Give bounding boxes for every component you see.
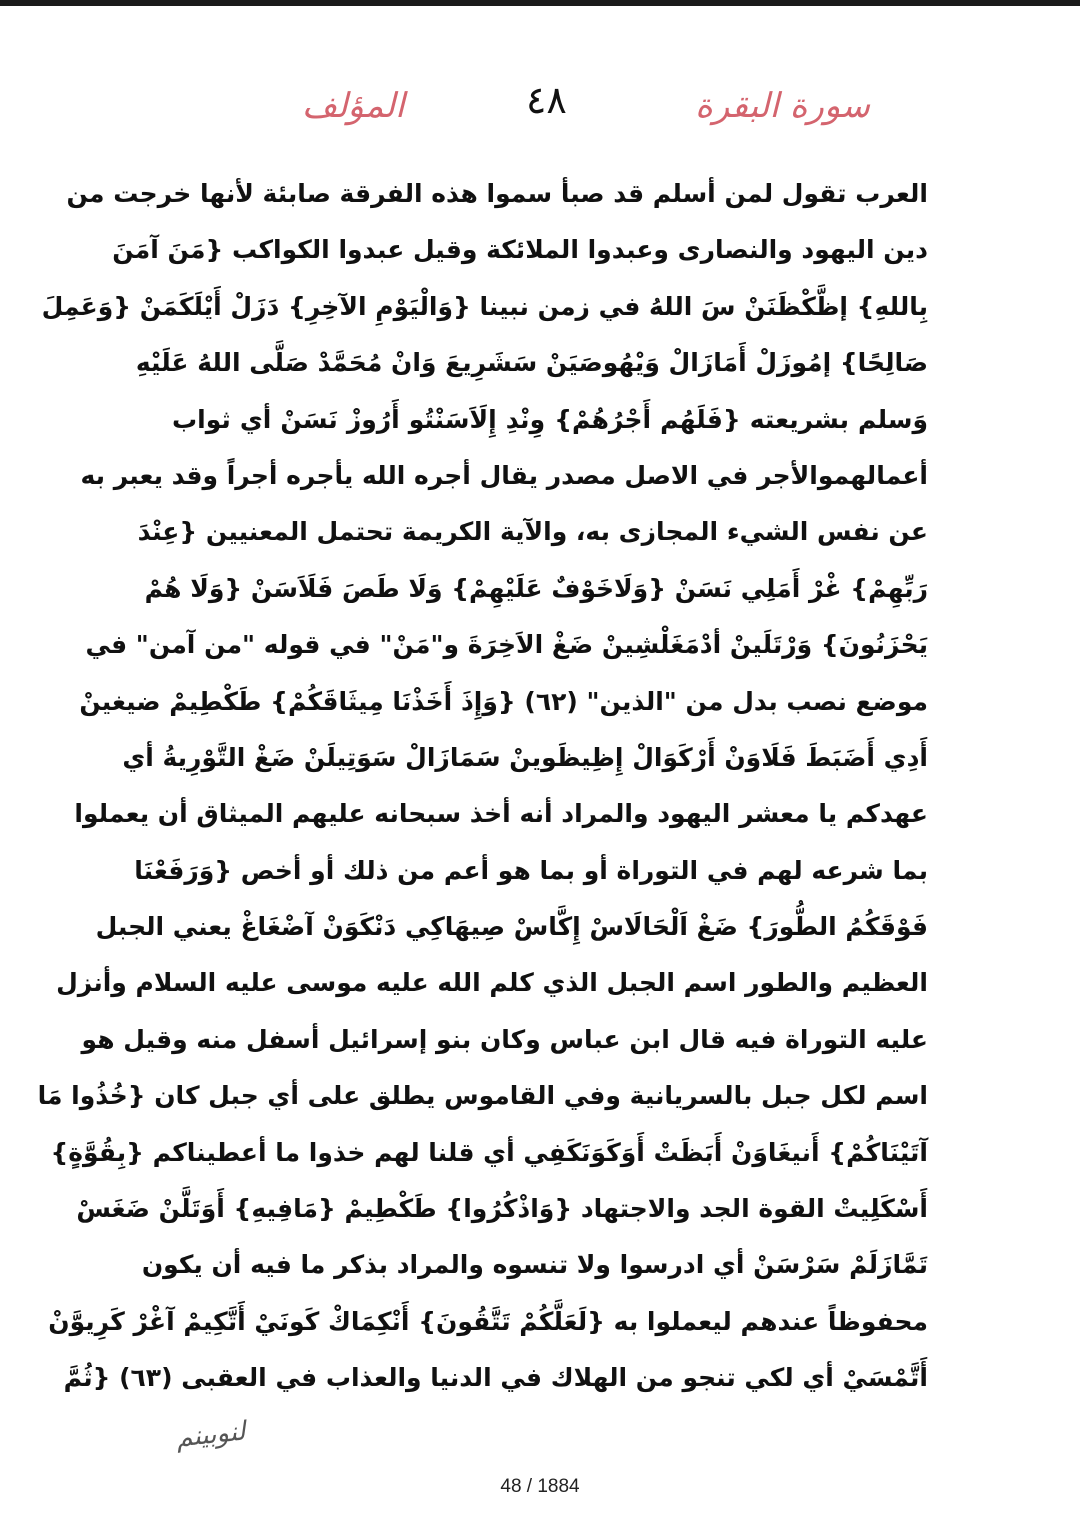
page-number: ٤٨ — [526, 78, 567, 122]
handwritten-signature: لنوبينم — [174, 1416, 247, 1454]
text-line: العظيم والطور اسم الجبل الذي كلم الله عليه موسى عليه السلام وأنزل — [56, 968, 928, 998]
text-line: أَدِي أَضَبَطَ فَلَاوَنْ أَرْكَوَالْ إِظِيظَوينْ سَمَازَالْ سَوَتِيلَنْ ضَغْ التَّوْرِيةُ أي — [122, 742, 928, 772]
text-line: اسم لكل جبل بالسريانية وفي القاموس يطلق على أي جبل كان {خُذُوا مَا — [37, 1081, 928, 1111]
page-counter: 48 / 1884 — [500, 1476, 580, 1497]
text-line: رَبِّهِمْ} غْرْ أَمَلِي نَسَنْ {وَلَاخَوْفٌ عَلَيْهِمْ} وَلَا طَصَ فَلَاَسَنْ {وَلَا هُمْ — [144, 573, 928, 603]
text-line: أَسْكَلِيتْ القوة الجد والاجتهاد {وَاذْكُرُوا} طَكْطِيمْ {مَافِيهِ} أَوَتَلَّنْ ضَغَسْ — [76, 1194, 928, 1224]
text-line: العرب تقول لمن أسلم قد صبأ سموا هذه الفرقة صابئة لأنها خرجت من — [66, 179, 928, 208]
text-line: تَمَّازَلَمْ سَرْسَنْ أي ادرسوا ولا تنسوه والمراد بذكر ما فيه أن يكون — [141, 1250, 928, 1280]
text-line: دين اليهود والنصارى وعبدوا الملائكة وقيل عبدوا الكواكب {مَنَ آمَنَ — [112, 235, 928, 265]
scanned-page — [0, 6, 1080, 1528]
text-line: عليه التوراة فيه قال ابن عباس وكان بنو إسرائيل أسفل منه وقيل هو — [81, 1024, 928, 1054]
text-line: عن نفس الشيء المجازى به، والآية الكريمة تحتمل المعنيين {عِنْدَ — [137, 517, 928, 547]
text-line: أَتَّمْسَيْ أي لكي تنجو من الهلاك في الدنيا والعذاب في العقبى (٦٣) {ثُمَّ — [63, 1363, 928, 1393]
text-line: بِاللهِ} إظَّكْظَنَنْ سَ اللهُ في زمن نبينا {وَالْيَوْمِ الآخِرِ} دَزَلْ أَيْلَكَمَنْ {وَعَمِلَ — [41, 291, 928, 321]
text-line: آتَيْنَاكُمْ} أَنيغَاوَنْ أَبَظَتْ أَوَكَوَنَكَفِي أي قلنا لهم خذوا ما أعطيناكم {بِقُوَّةٍ} — [50, 1137, 928, 1167]
text-line: وَسلم بشريعته {فَلَهُم أَجْرُهُمْ} وِنْدِ إِلَاَسَنْتُو أَرُوزْ نَسَنْ أي ثواب — [172, 404, 928, 434]
text-line: صَالِحًا} إمُوزَلْ أَمَازَالْ وَيْهُوصَيَنْ سَشَرِيعَ وَانْ مُحَمَّدْ صَلَّى اللهُ عَلَيْهِ — [135, 348, 928, 378]
text-line: فَوْقَكُمُ الطُّورَ} ضَغْ اَلْحَالَاسْ إِكَّاسْ صِيهَاكِي دَنْكَوَنْ آضْغَاغْ يعني الجبل — [95, 912, 928, 942]
page-header — [0, 78, 1080, 138]
author-note: المؤلف — [302, 86, 405, 126]
text-line: أعمالهموالأجر في الاصل مصدر يقال أجره الله يأجره أجراً وقد يعبر به — [80, 460, 928, 490]
text-line: موضع نصب بدل من "الذين" (٦٢) {وَإِذَ أَخَذْنَا مِيثَاقَكُمْ} طَكْطِيمْ ضيغينْ — [79, 686, 928, 716]
text-line: يَحْزَنُونَ} وَرْتَلَينْ أدْمَغَلْشِينْ ضَغْ الاَخِرَةَ و"مَنْ" في قوله "من آمن" في — [85, 630, 928, 660]
text-line: محفوظاً عندهم ليعملوا به {لَعَلَّكُمْ تَتَّقُونَ} أَنْكِمَاكْ كَونَيْ أَتَّكِيمْ آغْرْ كَرِيوَّنْ — [48, 1306, 928, 1336]
text-line: عهدكم يا معشر اليهود والمراد أنه أخذ سبحانه عليهم الميثاق أن يعملوا — [74, 799, 928, 829]
surah-title: سورة البقرة — [695, 86, 870, 126]
text-line: بما شرعه لهم في التوراة أو بما هو أعم من ذلك أو أخص {وَرَفَعْنَا — [134, 855, 928, 885]
body-text — [37, 174, 928, 1415]
